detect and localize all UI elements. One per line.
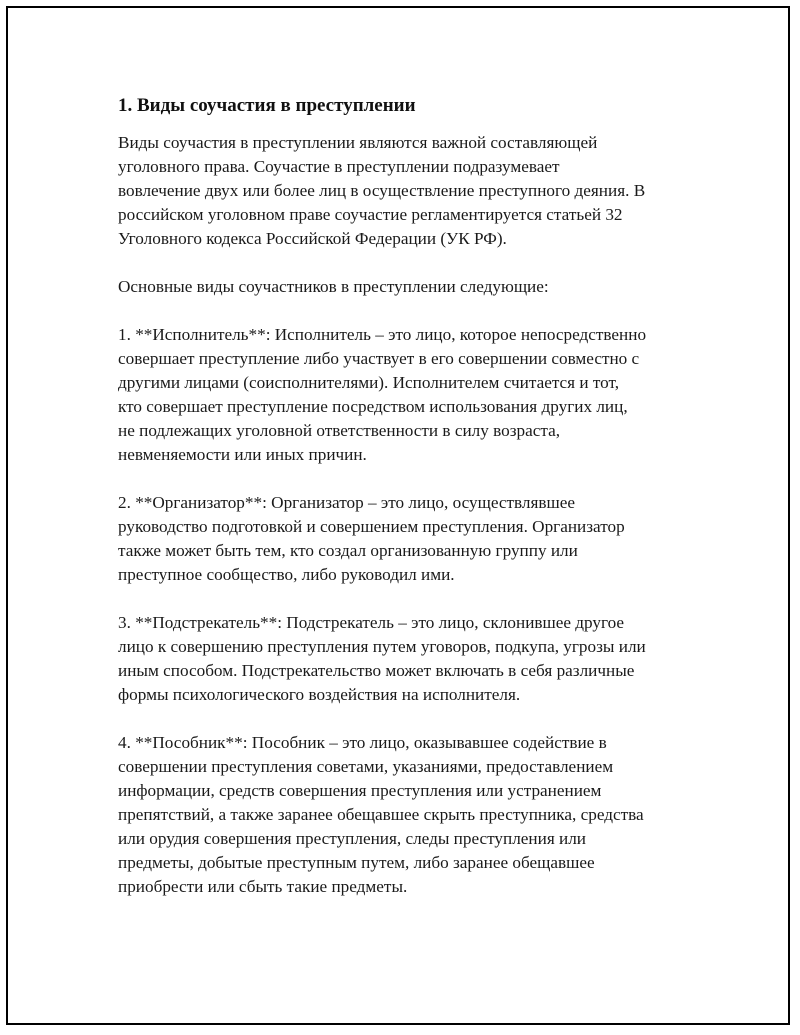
- text-line: лицо к совершению преступления путем уговоров, подкупа, угрозы или: [118, 637, 646, 656]
- text-line: 1. **Исполнитель**: Исполнитель – это лицо, которое непосредственно: [118, 325, 647, 344]
- text-line: или орудия совершения преступления, следы преступления или: [118, 829, 586, 848]
- text-line: 4. **Пособник**: Пособник – это лицо, оказывавшее содействие в: [118, 733, 607, 752]
- text-line: другими лицами (соисполнителями). Исполнителем считается и тот,: [118, 373, 620, 392]
- text-line: Основные виды соучастников в преступлении следующие:: [118, 277, 549, 296]
- text-line: предметы, добытые преступным путем, либо заранее обещавшее: [118, 853, 595, 872]
- text-line: также может быть тем, кто создал организованную группу или: [118, 541, 578, 560]
- text-line: не подлежащих уголовной ответственности в силу возраста,: [118, 421, 561, 440]
- text-line: 2. **Организатор**: Организатор – это лицо, осуществлявшее: [118, 493, 576, 512]
- paragraph-types-lead: [118, 275, 698, 299]
- text-line: информации, средств совершения преступления или устранением: [118, 781, 602, 800]
- paragraph-accomplice: [118, 731, 698, 899]
- paragraph-executor: [118, 323, 698, 467]
- text-line: совершает преступление либо участвует в его совершении совместно с: [118, 349, 640, 368]
- text-line: кто совершает преступление посредством использования других лиц,: [118, 397, 628, 416]
- text-line: Уголовного кодекса Российской Федерации (УК РФ).: [118, 229, 507, 248]
- text-line: совершении преступления советами, указаниями, предоставлением: [118, 757, 614, 776]
- text-line: формы психологического воздействия на исполнителя.: [118, 685, 521, 704]
- text-line: преступное сообщество, либо руководил ими.: [118, 565, 455, 584]
- document-body: [118, 93, 698, 923]
- text-line: вовлечение двух или более лиц в осуществление преступного деяния. В: [118, 181, 646, 200]
- text-line: уголовного права. Соучастие в преступлении подразумевает: [118, 157, 560, 176]
- text-line: приобрести или сбыть такие предметы.: [118, 877, 408, 896]
- text-line: Виды соучастия в преступлении являются важной составляющей: [118, 133, 598, 152]
- paragraph-instigator: [118, 611, 698, 707]
- text-line: 3. **Подстрекатель**: Подстрекатель – это лицо, склонившее другое: [118, 613, 625, 632]
- text-line: российском уголовном праве соучастие регламентируется статьей 32: [118, 205, 623, 224]
- text-line: иным способом. Подстрекательство может включать в себя различные: [118, 661, 635, 680]
- paragraph-organizer: [118, 491, 698, 587]
- text-line: препятствий, а также заранее обещавшее скрыть преступника, средства: [118, 805, 644, 824]
- text-line: руководство подготовкой и совершением преступления. Организатор: [118, 517, 625, 536]
- section-heading: 1. Виды соучастия в преступлении: [118, 95, 416, 116]
- paragraph-intro: [118, 131, 698, 251]
- text-line: невменяемости или иных причин.: [118, 445, 367, 464]
